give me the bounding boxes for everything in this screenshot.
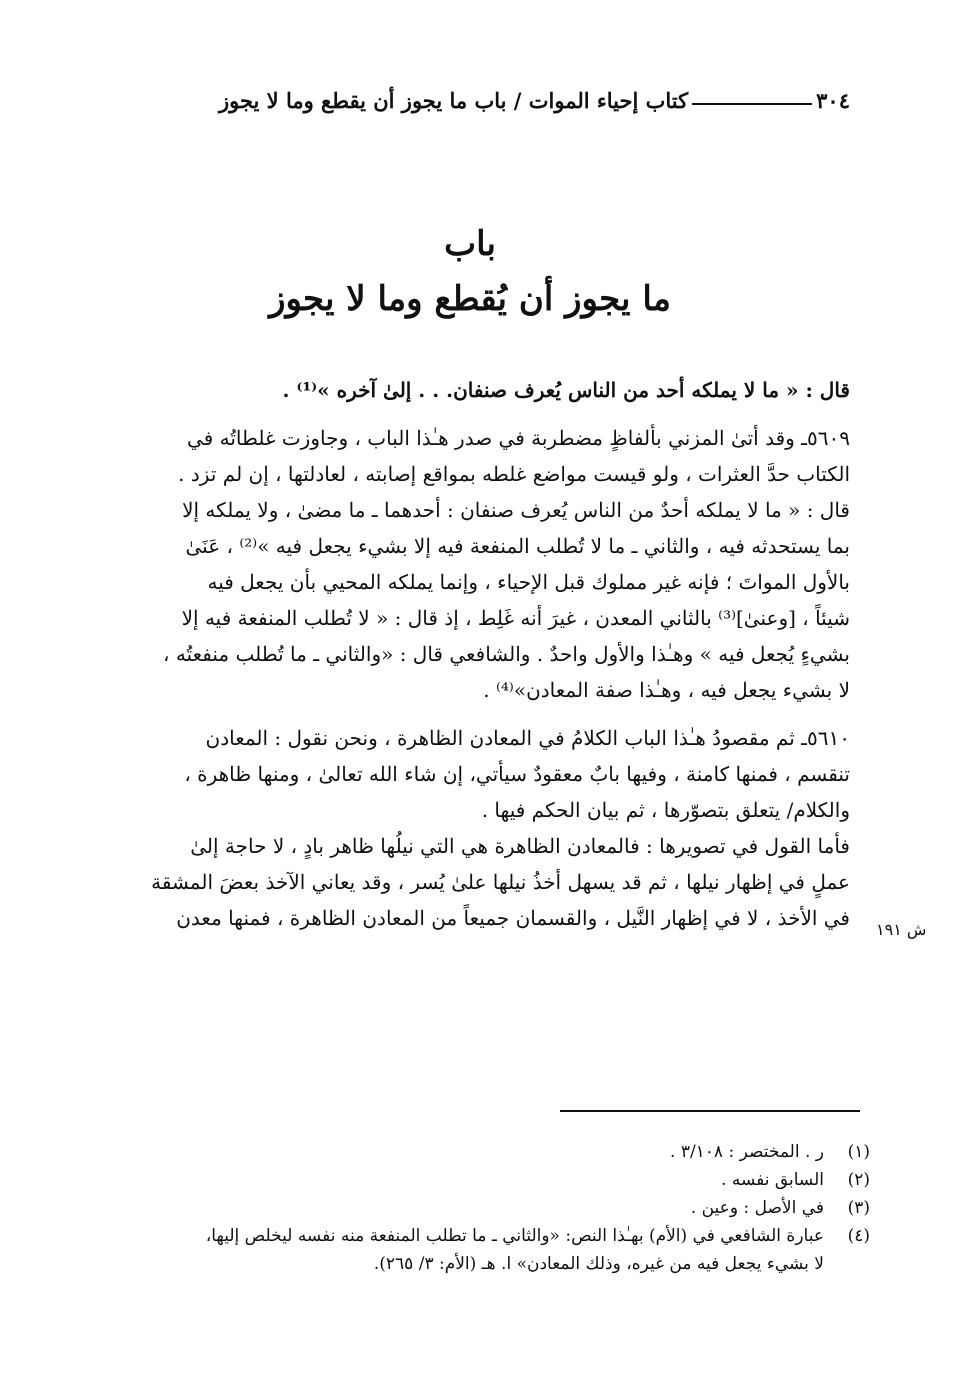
footnote-number: (٤) — [847, 1226, 870, 1246]
footnote-line: لا بشيء يجعل فيه من غيره، وذلك المعادن» ا. هـ (الأم: ٣/ ٢٦٥). — [373, 1254, 824, 1274]
footnote-line: السابق نفسه . — [721, 1170, 824, 1190]
text-line: الكتاب حدَّ العثرات ، ولو قيست مواضع غلطه بمواقع إصابته ، لعادلتها ، إن لم تزد . — [178, 462, 850, 486]
footnote-item — [90, 1138, 870, 1166]
text-line: شيئاً ، [وعنىٰ]⁽³⁾ بالثاني المعدن ، غيرَ أنه غَلِط ، إذ قال : « لا تُطلب المنفعة فيه إلا — [181, 606, 850, 630]
page-number: ٣٠٤ — [816, 87, 850, 113]
text-line: بشيءٍ يُجعل فيه » وهـٰذا والأول واحدٌ . والشافعي قال : «والثاني ـ ما تُطلب منفعتُه ، — [163, 642, 850, 666]
text-line: تنقسم ، فمنها كامنة ، وفيها بابٌ معقودٌ سيأتي، إن شاء الله تعالىٰ ، ومنها ظاهرة ، — [184, 762, 850, 786]
footnote-text — [90, 1138, 824, 1166]
footnote-item — [90, 1194, 870, 1222]
text-line: لا بشيء يجعل فيه ، وهـٰذا صفة المعادن»⁽⁴⁾ . — [483, 678, 850, 702]
footnote-text — [90, 1222, 824, 1278]
chapter-heading — [90, 220, 850, 330]
running-title: كتاب إحياء الموات / باب ما يجوز أن يقطع وما لا يجوز — [218, 87, 689, 113]
chapter-label: باب — [444, 224, 496, 264]
footnote-item — [90, 1166, 870, 1194]
footnote-text — [90, 1194, 824, 1222]
paragraph-gap — [90, 708, 850, 720]
text-line: ٥٦٠٩ـ وقد أتىٰ المزني بألفاظٍ مضطربة في صدر هـٰذا الباب ، وجاوزت غلطاتُه في — [187, 426, 850, 450]
footnote-text — [90, 1166, 824, 1194]
quote-line: قال : « ما لا يملكه أحد من الناس يُعرف صنفان. . . إلىٰ آخره »⁽¹⁾ . — [282, 378, 850, 402]
text-line: بالأول المواتَ ؛ فإنه غير مملوك قبل الإحياء ، وإنما يملكه المحيي بأن يجعل فيه — [207, 570, 850, 594]
text-line: عملٍ في إظهار نيلها ، ثم قد يسهل أخذُ نيلها علىٰ يُسر ، وقد يعاني الآخذ بعضَ المشقة — [151, 870, 850, 894]
paragraph-gap — [90, 408, 850, 420]
footnote-line: ر . المختصر : ٣/١٠٨ . — [670, 1142, 824, 1162]
footnote-number: (٢) — [847, 1170, 870, 1190]
text-line: بما يستحدثه فيه ، والثاني ـ ما لا تُطلب المنفعة فيه إلا بشيء يجعل فيه »⁽²⁾ ، عَنَىٰ — [185, 534, 850, 558]
running-header — [90, 82, 850, 118]
footnote-line: عبارة الشافعي في (الأم) بهـٰذا النص: «والثاني ـ ما تطلب المنفعة منه نفسه ليخلص إليها، — [205, 1226, 824, 1246]
text-line: ٥٦١٠ـ ثم مقصودُ هـٰذا الباب الكلامُ في المعادن الظاهرة ، ونحن نقول : المعادن — [205, 726, 850, 750]
text-line: في الأخذ ، لا في إظهار النَّيل ، والقسمان جميعاً من المعادن الظاهرة ، فمنها معدن — [176, 906, 850, 930]
header-rule — [692, 103, 812, 105]
text-line: قال : « ما لا يملكه أحدٌ من الناس يُعرف صنفان : أحدهما ـ ما مضىٰ ، ولا يملكه إلا — [182, 498, 850, 522]
footnote-rule — [560, 1110, 860, 1112]
margin-folio-note: ش ١٩١ — [876, 920, 927, 939]
footnotes — [90, 1138, 870, 1278]
footnote-line: في الأصل : وعين . — [690, 1198, 824, 1218]
main-text — [90, 372, 850, 936]
footnote-number: (١) — [847, 1142, 870, 1162]
chapter-title: ما يجوز أن يُقطع وما لا يجوز — [269, 279, 671, 319]
footnote-item — [90, 1222, 870, 1278]
text-line: فأما القول في تصويرها : فالمعادن الظاهرة هي التي نيلُها ظاهر بادٍ ، لا حاجة إلىٰ — [190, 834, 850, 858]
text-line: والكلام/ يتعلق بتصوّرها ، ثم بيان الحكم فيها . — [481, 798, 850, 822]
footnote-number: (٣) — [847, 1198, 870, 1218]
